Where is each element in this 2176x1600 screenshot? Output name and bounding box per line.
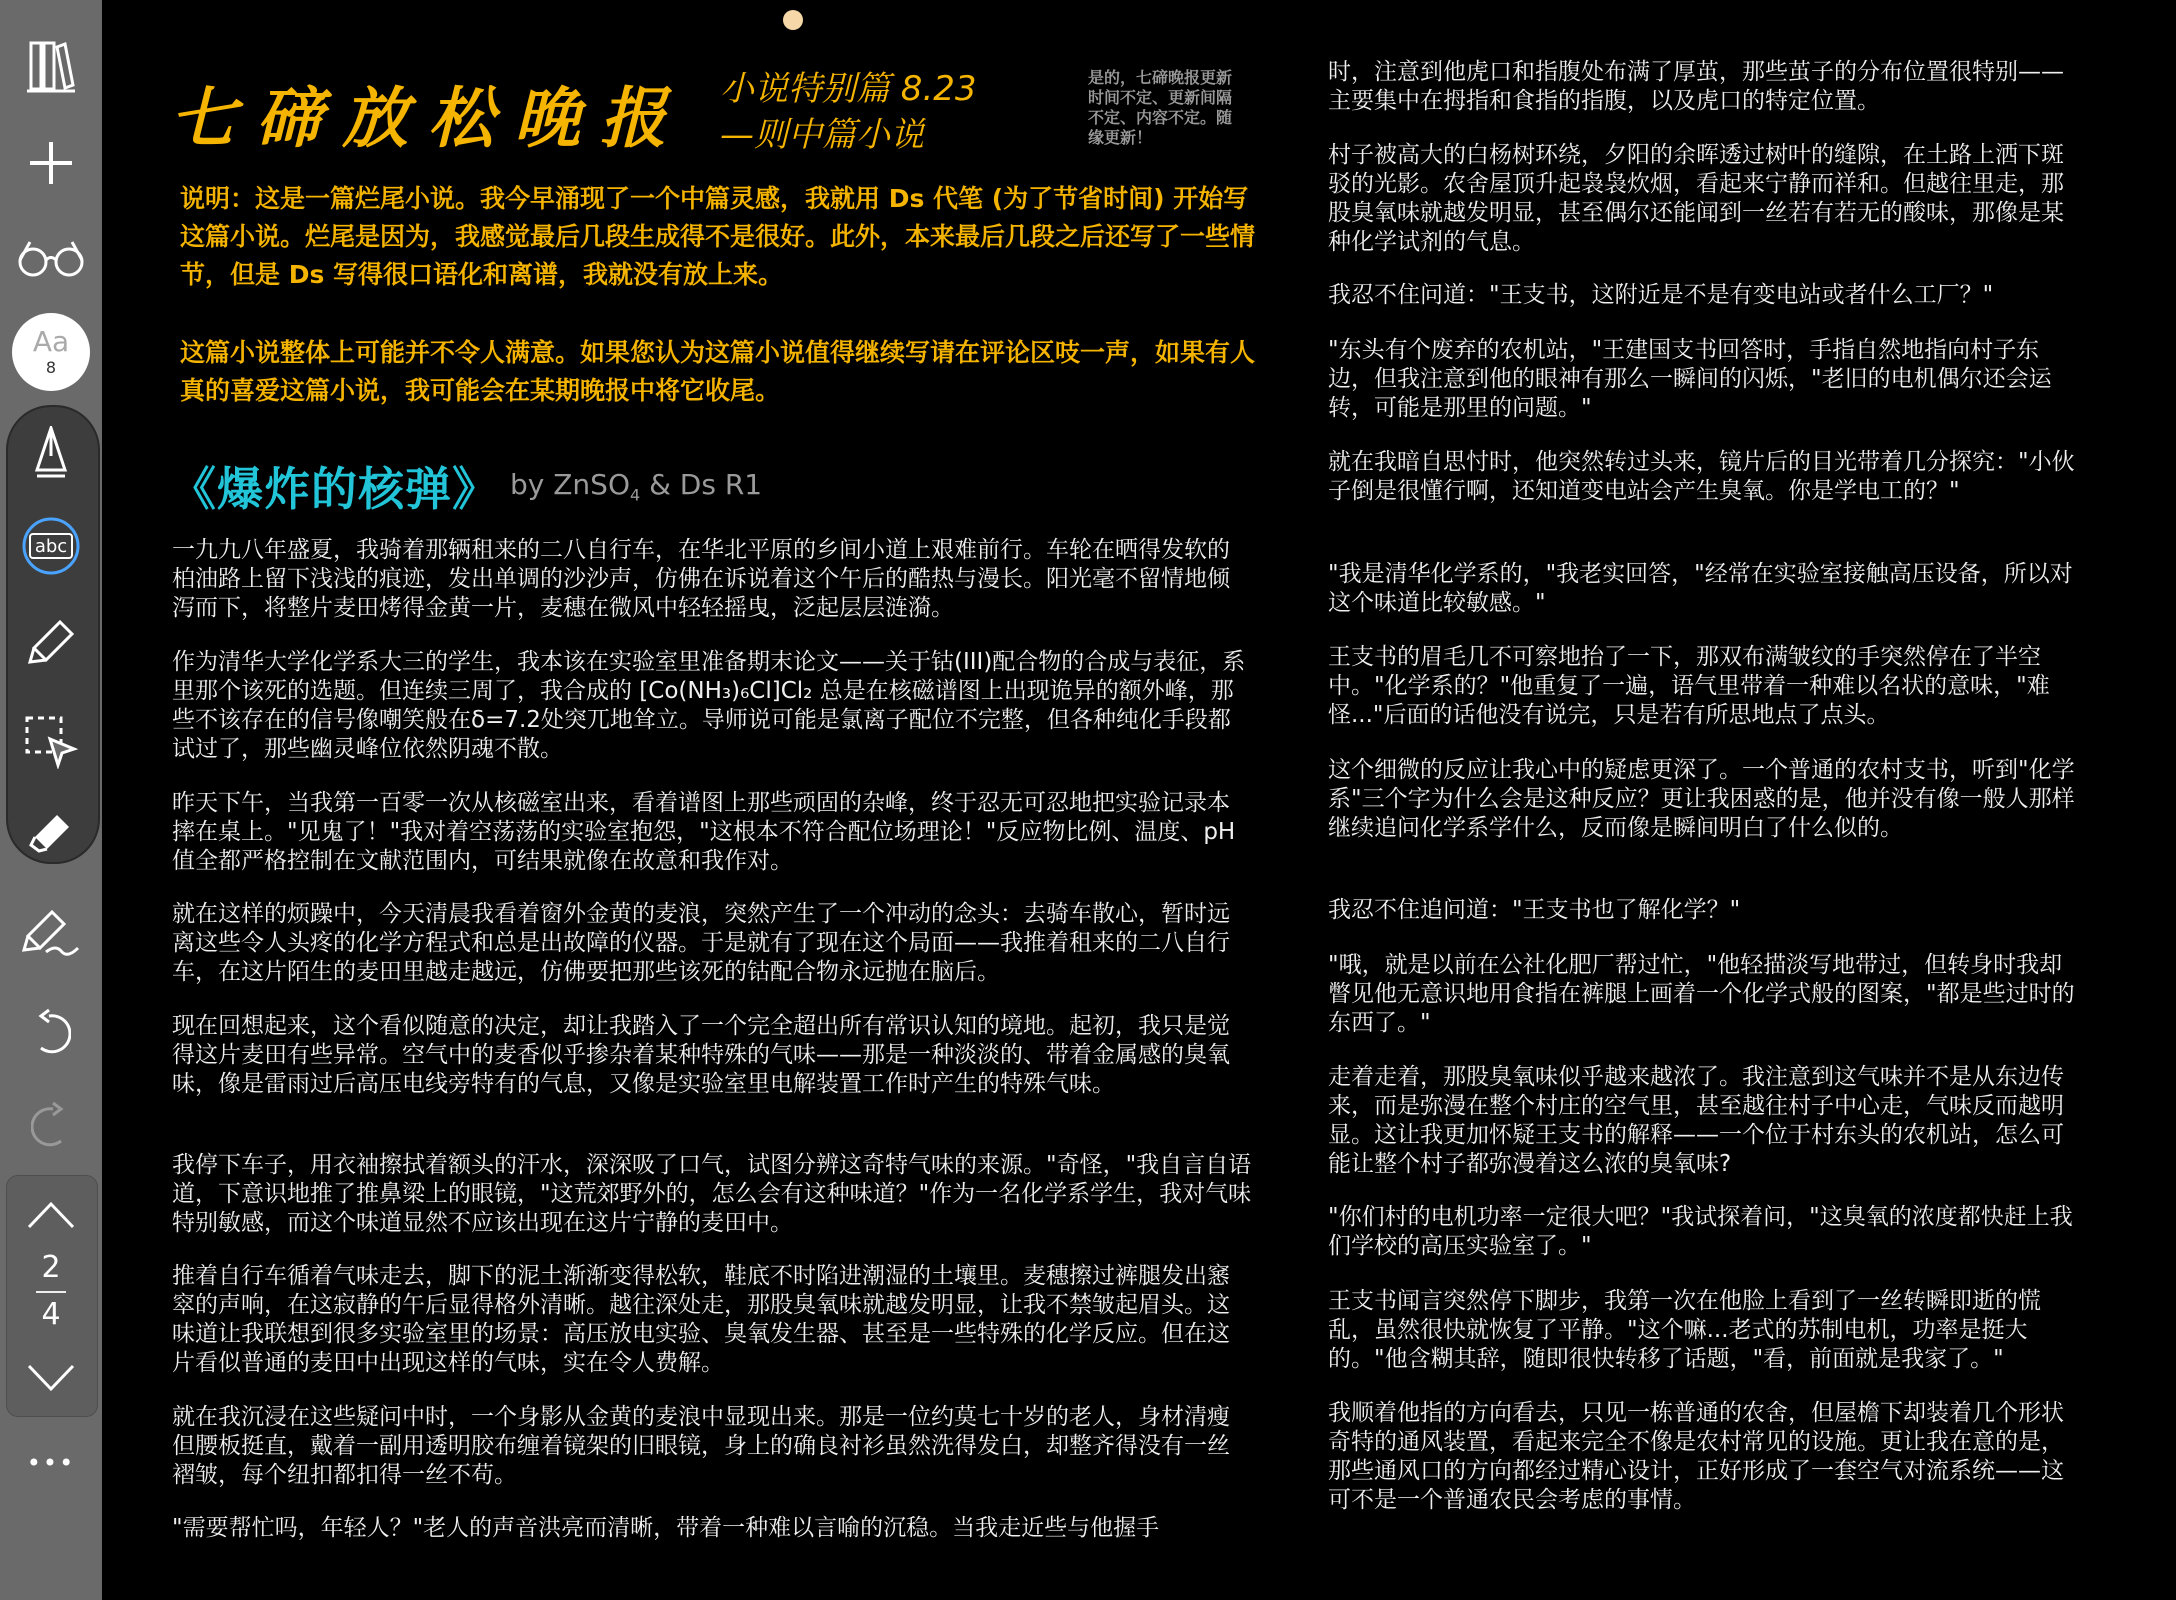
story-paragraph: 作为清华大学化学系大三的学生，我本该在实验室里准备期末论文——关于钴(III)配合物的合成与表征，系里那个该死的选题。但连续三周了，我合成的 [Co(NH₃)₆Cl]Cl₂ 总是在核磁谱图上出现诡异的额外峰，那些不该存在的信号像嘲笑般在δ=7.2处突兀地耸立。导师说可能是氯离子配位不完整，但各种纯化手段都试过了，那些幽灵峰位依然阴魂不散。: [172, 649, 1246, 762]
byline-coauthor: & Ds R1: [640, 468, 763, 501]
story-paragraph: 村子被高大的白杨树环绕，夕阳的余晖透过树叶的缝隙，在土路上洒下斑驳的光影。农舍屋顶升起袅袅炊烟，看起来宁静而祥和。但越往里走，那股臭氧味就越发明显，甚至偶尔还能闻到一丝若有若无的酸味，那像是某种化学试剂的气息。: [1328, 142, 2064, 255]
story-paragraph: "哦，就是以前在公社化肥厂帮过忙，"他轻描淡写地带过，但转身时我却瞥见他无意识地用食指在裤腿上画着一个化学式般的图案，"都是些过时的东西了。": [1328, 952, 2075, 1036]
story-paragraph: "需要帮忙吗，年轻人？"老人的声音洪亮而清晰，带着一种难以言喻的沉稳。当我走近些与他握手: [172, 1515, 1160, 1541]
story-paragraph: 现在回想起来，这个看似随意的决定，却让我踏入了一个完全超出所有常识认知的境地。起初，我只是觉得这片麦田有些异常。空气中的麦香似乎掺杂着某种特殊的气味——那是一种淡淡的、带着金属感的臭氧味，像是雷雨过后高压电线旁特有的气息，又像是实验室里电解装置工作时产生的特殊气味。: [172, 1013, 1230, 1097]
signature-pen-icon: [22, 908, 80, 958]
story-paragraph: "东头有个废弃的农机站，"王建国支书回答时，手指自然地指向村子东边，但我注意到他的眼神有那么一瞬间的闪烁，"老旧的电机偶尔还会运转，可能是那里的问题。": [1328, 337, 2052, 421]
author-note-1: 说明：这是一篇烂尾小说。我今早涌现了一个中篇灵感，我就用 Ds 代笔 (为了节省时间) 开始写这篇小说。烂尾是因为，我感觉最后几段生成得不是很好。此外，本来最后几段之后还写了一些情节，但是 Ds 写得很口语化和离谱，我就没有放上来。: [180, 184, 1256, 289]
library-button[interactable]: [0, 36, 102, 96]
byline-subscript: 4: [629, 485, 641, 505]
pen-tool-button[interactable]: [0, 420, 102, 490]
story-paragraph: 时，注意到他虎口和指腹处布满了厚茧，那些茧子的分布位置很特别——主要集中在拇指和食指的指腹，以及虎口的特定位置。: [1328, 59, 2064, 114]
story-paragraph: 推着自行车循着气味走去，脚下的泥土渐渐变得松软，鞋底不时陷进潮湿的土壤里。麦穗擦过裤腿发出窸窣的声响，在这寂静的午后显得格外清晰。越往深处走，那股臭氧味就越发明显，让我不禁皱起眉头。这味道让我联想到很多实验室里的场景：高压放电实验、臭氧发生器、甚至是一些特殊的化学反应。但在这片看似普通的麦田中出现这样的气味，实在令人费解。: [172, 1263, 1230, 1376]
highlighter-icon: [26, 618, 76, 668]
library-icon: [27, 39, 75, 93]
story-paragraph: 就在我沉浸在这些疑问中时，一个身影从金黄的麦浪中显现出来。那是一位约莫七十岁的老人，身材清瘦但腰板挺直，戴着一副用透明胶布缠着镜架的旧眼镜，身上的确良衬衫虽然洗得发白，却整齐得没有一丝褶皱，每个纽扣都扣得一丝不苟。: [172, 1404, 1230, 1488]
eraser-button[interactable]: [0, 800, 102, 866]
redo-button[interactable]: [0, 1095, 102, 1155]
font-size-value: 8: [45, 357, 57, 377]
story-paragraph: 走着走着，那股臭氧味似乎越来越浓了。我注意到这气味并不是从东边传来，而是弥漫在整个村庄的空气里，甚至越往村子中心走，气味反而越明显。这让我更加怀疑王支书的解释——一个位于村东头的农机站，怎么可能让整个村子都弥漫着这么浓的臭氧味?: [1328, 1064, 2064, 1177]
story-paragraph: 这个细微的反应让我心中的疑虑更深了。一个普通的农村支书，听到"化学系"三个字为什么会是这种反应？更让我困惑的是，他并没有像一般人那样继续追问化学系学什么，反而像是瞬间明白了什么似的。: [1328, 757, 2075, 841]
story-paragraph: 昨天下午，当我第一百零一次从核磁室出来，看着谱图上那些顽固的杂峰，终于忍无可忍地把实验记录本摔在桌上。"见鬼了！"我对着空荡荡的实验室抱怨，"这根本不符合配位场理论！"反应物比例、温度、pH值全都严格控制在文献范围内，可结果就像在故意和我作对。: [172, 790, 1236, 874]
story-paragraph: "我是清华化学系的，"我老实回答，"经常在实验室接触高压设备，所以对这个味道比较敏感。": [1328, 561, 2073, 616]
text-tool-button[interactable]: [0, 513, 102, 579]
story-paragraph: 我忍不住追问道："王支书也了解化学？": [1328, 897, 1741, 923]
total-pages-number: 4: [41, 1297, 61, 1332]
story-paragraph: 一九九八年盛夏，我骑着那辆租来的二八自行车，在华北平原的乡间小道上艰难前行。车轮在晒得发软的柏油路上留下浅浅的痕迹，发出单调的沙沙声，仿佛在诉说着这个午后的酷热与漫长。阳光毫不留情地倾泻而下，将整片麦田烤得金黄一片，麦穗在微风中轻轻摇曳，泛起层层涟漪。: [172, 537, 1230, 621]
story-paragraph: 我忍不住问道："王支书，这附近是不是有变电站或者什么工厂？": [1328, 282, 1994, 308]
redo-icon: [31, 1101, 71, 1149]
story-paragraph: 我停下车子，用衣袖擦拭着额头的汗水，深深吸了口气，试图分辨这奇特气味的来源。"奇怪，"我自言自语道，下意识地推了推鼻梁上的眼镜，"这荒郊野外的，怎么会有这种味道？"作为一名化学系学生，我对气味特别敏感，而这个味道显然不应该出现在这片宁静的麦田中。: [172, 1152, 1252, 1236]
story-byline: [510, 468, 762, 505]
more-options-button[interactable]: •••: [26, 1449, 76, 1477]
story-paragraph: 就在我暗自思忖时，他突然转过头来，镜片后的目光带着几分探究："小伙子倒是很懂行啊，还知道变电站会产生臭氧。你是学电工的？": [1328, 449, 2075, 504]
page-indicator-dot: [783, 10, 803, 30]
chevron-down-icon: [26, 1363, 76, 1393]
chevron-up-icon: [26, 1200, 76, 1230]
reader-toolbar: [0, 0, 102, 1600]
story-paragraph: 王支书闻言突然停下脚步，我第一次在他脸上看到了一丝转瞬即逝的慌乱，虽然很快就恢复了平静。"这个嘛...老式的苏制电机，功率是挺大的。"他含糊其辞，随即很快转移了话题，"看，前面就是我家了。": [1328, 1288, 2041, 1372]
sign-pen-button[interactable]: [0, 898, 102, 968]
lasso-select-button[interactable]: [0, 707, 102, 777]
story-paragraph: 我顺着他指的方向看去，只见一栋普通的农舍，但屋檐下却装着几个形状奇特的通风装置，看起来完全不像是农村常见的设施。更让我在意的是，那些通风口的方向都经过精心设计，正好形成了一套空气对流系统——这可不是一个普通农民会考虑的事情。: [1328, 1400, 2064, 1513]
update-note: 是的，七碲晚报更新时间不定、更新间隔不定、内容不定。随缘更新！: [1088, 68, 1233, 147]
plus-icon: [28, 140, 74, 186]
byline-authors: by ZnSO: [510, 468, 630, 501]
special-edition-label: [720, 66, 1060, 158]
author-note-2: 这篇小说整体上可能并不令人满意。如果您认为这篇小说值得继续写请在评论区吱一声，如果有人真的喜爱这篇小说，我可能会在某期晚报中将它收尾。: [180, 338, 1256, 405]
story-paragraph: 就在这样的烦躁中，今天清晨我看着窗外金黄的麦浪，突然产生了一个冲动的念头：去骑车散心，暂时远离这些令人头疼的化学方程式和总是出故障的仪器。于是就有了现在这个局面——我推着租来的二八自行车，在这片陌生的麦田里越走越远，仿佛要把那些该死的钴配合物永远抛在脑后。: [172, 901, 1230, 985]
glasses-icon: [16, 238, 86, 278]
font-size-button[interactable]: [12, 313, 90, 391]
story-paragraph: 王支书的眉毛几不可察地抬了一下，那双布满皱纹的手突然停在了半空中。"化学系的？"他重复了一遍，语气里带着一种难以名状的意味，"难怪..."后面的话他没有说完，只是若有所思地点了点头。: [1328, 644, 2050, 728]
masthead-title: 七碲放松晚报: [170, 79, 686, 157]
undo-icon: [31, 1008, 71, 1056]
lasso-select-icon: [24, 715, 78, 769]
pen-nib-icon: [33, 426, 69, 484]
highlighter-button[interactable]: [0, 608, 102, 678]
story-title: 《爆炸的核弹》: [170, 462, 499, 516]
add-button[interactable]: [0, 135, 102, 191]
special-line-1: 小说特别篇 8.23: [720, 69, 977, 109]
story-paragraph: "你们村的电机功率一定很大吧？"我试探着问，"这臭氧的浓度都快赶上我们学校的高压实验室了。": [1328, 1204, 2073, 1259]
font-size-label: Aa: [32, 324, 70, 358]
page-divider: [36, 1291, 66, 1293]
undo-button[interactable]: [0, 1002, 102, 1062]
special-line-2: —则中篇小说: [720, 115, 924, 155]
previous-page-button[interactable]: [0, 1190, 102, 1240]
next-page-button[interactable]: [0, 1353, 102, 1403]
eraser-icon: [29, 811, 73, 855]
reading-glasses-button[interactable]: [0, 230, 102, 286]
current-page-number: 2: [41, 1250, 61, 1285]
text-tool-label: abc: [34, 535, 68, 557]
